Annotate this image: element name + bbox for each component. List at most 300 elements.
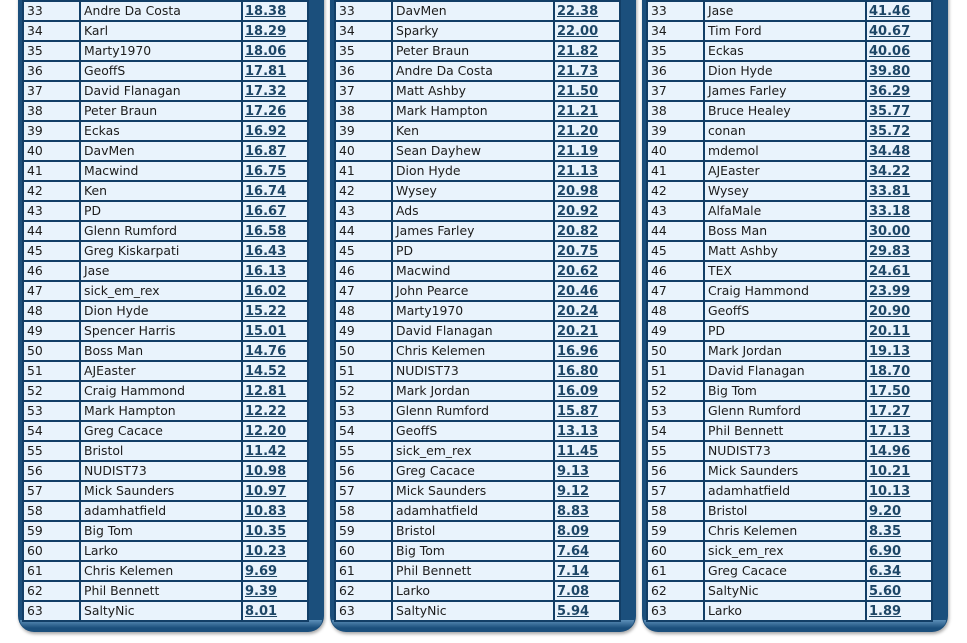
rank-cell: 45 — [23, 241, 80, 261]
table-row — [647, 201, 932, 221]
rank-cell: 54 — [23, 421, 80, 441]
rank-cell: 33 — [335, 1, 392, 21]
rank-cell: 36 — [335, 61, 392, 81]
rank-cell: 45 — [647, 241, 704, 261]
rank-cell: 53 — [335, 401, 392, 421]
table-row — [23, 521, 308, 541]
score-cell — [866, 61, 932, 81]
score-cell — [242, 601, 308, 621]
score-link[interactable]: 20.11 — [869, 323, 911, 339]
player-name-cell: Eckas — [704, 41, 866, 61]
score-link[interactable]: 24.61 — [869, 263, 911, 279]
table-row — [23, 581, 308, 601]
player-name-cell: NUDIST73 — [392, 361, 554, 381]
player-name-cell: GeoffS — [392, 421, 554, 441]
score-link[interactable]: 9.39 — [245, 583, 278, 599]
table-row — [23, 301, 308, 321]
score-link[interactable]: 6.34 — [869, 563, 902, 579]
score-link[interactable]: 22.38 — [557, 3, 599, 19]
table-row — [647, 121, 932, 141]
table-row — [647, 441, 932, 461]
rank-cell: 37 — [23, 81, 80, 101]
rank-cell: 37 — [647, 81, 704, 101]
player-name-cell: Greg Kiskarpati — [80, 241, 242, 261]
player-name-cell: Ads — [392, 201, 554, 221]
table-row — [335, 221, 620, 241]
player-name-cell: Sparky — [392, 21, 554, 41]
player-name-cell: Dion Hyde — [80, 301, 242, 321]
score-cell — [242, 241, 308, 261]
player-name-cell: Bristol — [80, 441, 242, 461]
rank-cell: 44 — [647, 221, 704, 241]
rank-cell: 33 — [647, 1, 704, 21]
score-cell — [242, 81, 308, 101]
score-cell — [242, 21, 308, 41]
score-link[interactable]: 20.90 — [869, 303, 911, 319]
rank-cell: 48 — [335, 301, 392, 321]
player-name-cell: Andre Da Costa — [80, 1, 242, 21]
score-link[interactable]: 21.50 — [557, 83, 599, 99]
score-cell — [242, 501, 308, 521]
player-name-cell: Eckas — [80, 121, 242, 141]
player-name-cell: Boss Man — [704, 221, 866, 241]
score-link[interactable]: 20.62 — [557, 263, 599, 279]
table-row — [335, 361, 620, 381]
player-name-cell: sick_em_rex — [704, 541, 866, 561]
player-name-cell: Marty1970 — [392, 301, 554, 321]
score-link[interactable]: 8.01 — [245, 603, 278, 619]
rank-cell: 59 — [335, 521, 392, 541]
leaderboard-table — [22, 0, 309, 622]
score-link[interactable]: 40.06 — [869, 43, 911, 59]
table-row — [647, 361, 932, 381]
score-link[interactable]: 20.21 — [557, 323, 599, 339]
score-link[interactable]: 18.06 — [245, 43, 287, 59]
table-row — [647, 561, 932, 581]
player-name-cell: Bristol — [704, 501, 866, 521]
player-name-cell: Chris Kelemen — [80, 561, 242, 581]
score-cell — [866, 581, 932, 601]
rank-cell: 55 — [647, 441, 704, 461]
score-cell — [242, 321, 308, 341]
score-link[interactable]: 8.83 — [557, 503, 590, 519]
score-link[interactable]: 8.09 — [557, 523, 590, 539]
table-row — [335, 21, 620, 41]
rank-cell: 47 — [647, 281, 704, 301]
player-name-cell: Ken — [80, 181, 242, 201]
table-row — [23, 161, 308, 181]
table-row — [647, 181, 932, 201]
score-link[interactable]: 6.90 — [869, 543, 902, 559]
player-name-cell: Ken — [392, 121, 554, 141]
score-link[interactable]: 20.75 — [557, 243, 599, 259]
player-name-cell: TEX — [704, 261, 866, 281]
rank-cell: 52 — [23, 381, 80, 401]
player-name-cell: AJEaster — [704, 161, 866, 181]
score-cell — [554, 161, 620, 181]
score-cell — [242, 201, 308, 221]
score-link[interactable]: 7.64 — [557, 543, 590, 559]
score-cell — [866, 481, 932, 501]
score-link[interactable]: 16.96 — [557, 343, 599, 359]
rank-cell: 60 — [335, 541, 392, 561]
rank-cell: 38 — [647, 101, 704, 121]
score-link[interactable]: 21.82 — [557, 43, 599, 59]
score-link[interactable]: 21.20 — [557, 123, 599, 139]
player-name-cell: Matt Ashby — [392, 81, 554, 101]
table-row — [647, 241, 932, 261]
score-cell — [554, 281, 620, 301]
score-cell — [866, 501, 932, 521]
table-row — [335, 341, 620, 361]
rank-cell: 58 — [23, 501, 80, 521]
score-cell — [554, 141, 620, 161]
rank-cell: 62 — [647, 581, 704, 601]
player-name-cell: SaltyNic — [80, 601, 242, 621]
score-cell — [242, 421, 308, 441]
score-cell — [242, 1, 308, 21]
table-row — [335, 301, 620, 321]
score-link[interactable]: 41.46 — [869, 3, 911, 19]
table-row — [23, 381, 308, 401]
score-link[interactable]: 21.19 — [557, 143, 599, 159]
score-link[interactable]: 16.74 — [245, 183, 287, 199]
score-cell — [554, 61, 620, 81]
player-name-cell: PD — [392, 241, 554, 261]
rank-cell: 53 — [23, 401, 80, 421]
rank-cell: 63 — [335, 601, 392, 621]
table-row — [335, 101, 620, 121]
score-link[interactable]: 16.58 — [245, 223, 287, 239]
rank-cell: 40 — [335, 141, 392, 161]
score-cell — [242, 361, 308, 381]
score-link[interactable]: 34.48 — [869, 143, 911, 159]
score-cell — [242, 281, 308, 301]
score-cell — [554, 321, 620, 341]
table-row — [335, 161, 620, 181]
score-cell — [554, 1, 620, 21]
score-cell — [554, 361, 620, 381]
rank-cell: 57 — [647, 481, 704, 501]
player-name-cell: adamhatfield — [80, 501, 242, 521]
score-link[interactable]: 16.43 — [245, 243, 287, 259]
rank-cell: 52 — [647, 381, 704, 401]
score-cell — [554, 501, 620, 521]
player-name-cell: Mick Saunders — [704, 461, 866, 481]
score-link[interactable]: 16.92 — [245, 123, 287, 139]
rank-cell: 56 — [335, 461, 392, 481]
table-row — [647, 321, 932, 341]
score-link[interactable]: 19.13 — [869, 343, 911, 359]
player-name-cell: Greg Cacace — [80, 421, 242, 441]
score-link[interactable]: 7.08 — [557, 583, 590, 599]
score-link[interactable]: 16.02 — [245, 283, 287, 299]
rank-cell: 56 — [23, 461, 80, 481]
score-link[interactable]: 17.32 — [245, 83, 287, 99]
rank-cell: 42 — [647, 181, 704, 201]
rank-cell: 47 — [23, 281, 80, 301]
score-link[interactable]: 22.00 — [557, 23, 599, 39]
score-link[interactable]: 12.22 — [245, 403, 287, 419]
score-cell — [242, 441, 308, 461]
player-name-cell: Big Tom — [392, 541, 554, 561]
score-link[interactable]: 21.13 — [557, 163, 599, 179]
score-link[interactable]: 5.60 — [869, 583, 902, 599]
table-row — [335, 201, 620, 221]
score-cell — [866, 41, 932, 61]
rank-cell: 51 — [335, 361, 392, 381]
score-link[interactable]: 20.24 — [557, 303, 599, 319]
table-row — [23, 201, 308, 221]
score-cell — [242, 261, 308, 281]
player-name-cell: mdemol — [704, 141, 866, 161]
score-link[interactable]: 15.87 — [557, 403, 599, 419]
score-link[interactable]: 7.14 — [557, 563, 590, 579]
rank-cell: 60 — [647, 541, 704, 561]
table-row — [23, 81, 308, 101]
table-row — [335, 561, 620, 581]
leaderboard-panel-2 — [330, 0, 636, 632]
score-link[interactable]: 10.97 — [245, 483, 287, 499]
score-link[interactable]: 20.98 — [557, 183, 599, 199]
score-link[interactable]: 12.20 — [245, 423, 287, 439]
rank-cell: 43 — [335, 201, 392, 221]
rank-cell: 50 — [23, 341, 80, 361]
player-name-cell: SaltyNic — [392, 601, 554, 621]
table-row — [335, 1, 620, 21]
player-name-cell: DavMen — [80, 141, 242, 161]
score-cell — [554, 201, 620, 221]
score-link[interactable]: 10.83 — [245, 503, 287, 519]
player-name-cell: Peter Braun — [392, 41, 554, 61]
score-cell — [554, 521, 620, 541]
score-link[interactable]: 18.70 — [869, 363, 911, 379]
score-link[interactable]: 16.09 — [557, 383, 599, 399]
score-link[interactable]: 11.45 — [557, 443, 599, 459]
rank-cell: 41 — [23, 161, 80, 181]
score-cell — [554, 381, 620, 401]
score-link[interactable]: 16.67 — [245, 203, 287, 219]
score-link[interactable]: 20.92 — [557, 203, 599, 219]
rank-cell: 47 — [335, 281, 392, 301]
rank-cell: 54 — [335, 421, 392, 441]
score-cell — [866, 141, 932, 161]
player-name-cell: conan — [704, 121, 866, 141]
score-link[interactable]: 10.21 — [869, 463, 911, 479]
rank-cell: 39 — [335, 121, 392, 141]
rank-cell: 46 — [23, 261, 80, 281]
score-link[interactable]: 11.42 — [245, 443, 287, 459]
player-name-cell: Phil Bennett — [80, 581, 242, 601]
rank-cell: 55 — [335, 441, 392, 461]
score-link[interactable]: 8.35 — [869, 523, 902, 539]
score-cell — [242, 381, 308, 401]
player-name-cell: PD — [80, 201, 242, 221]
score-link[interactable]: 35.72 — [869, 123, 911, 139]
player-name-cell: Mick Saunders — [392, 481, 554, 501]
score-link[interactable]: 9.13 — [557, 463, 590, 479]
rank-cell: 49 — [23, 321, 80, 341]
player-name-cell: Larko — [80, 541, 242, 561]
player-name-cell: Phil Bennett — [392, 561, 554, 581]
score-cell — [554, 461, 620, 481]
score-cell — [866, 321, 932, 341]
score-link[interactable]: 35.77 — [869, 103, 911, 119]
rank-cell: 58 — [335, 501, 392, 521]
rank-cell: 61 — [647, 561, 704, 581]
table-row — [335, 81, 620, 101]
leaderboard-table — [334, 0, 621, 622]
player-name-cell: Glenn Rumford — [392, 401, 554, 421]
table-row — [647, 61, 932, 81]
table-row — [23, 541, 308, 561]
score-link[interactable]: 40.67 — [869, 23, 911, 39]
score-link[interactable]: 33.81 — [869, 183, 911, 199]
rank-cell: 35 — [23, 41, 80, 61]
score-cell — [866, 121, 932, 141]
player-name-cell: Larko — [704, 601, 866, 621]
player-name-cell: David Flanagan — [392, 321, 554, 341]
player-name-cell: John Pearce — [392, 281, 554, 301]
score-link[interactable]: 1.89 — [869, 603, 902, 619]
rank-cell: 39 — [23, 121, 80, 141]
table-row — [335, 321, 620, 341]
score-link[interactable]: 9.12 — [557, 483, 590, 499]
table-row — [647, 301, 932, 321]
player-name-cell: Jase — [704, 1, 866, 21]
score-link[interactable]: 10.35 — [245, 523, 287, 539]
player-name-cell: Greg Cacace — [704, 561, 866, 581]
rank-cell: 62 — [23, 581, 80, 601]
score-link[interactable]: 10.23 — [245, 543, 287, 559]
player-name-cell: Mark Jordan — [704, 341, 866, 361]
rank-cell: 52 — [335, 381, 392, 401]
rank-cell: 34 — [647, 21, 704, 41]
score-link[interactable]: 20.82 — [557, 223, 599, 239]
table-row — [23, 561, 308, 581]
table-row — [23, 341, 308, 361]
table-row — [647, 501, 932, 521]
score-link[interactable]: 14.52 — [245, 363, 287, 379]
player-name-cell: Marty1970 — [80, 41, 242, 61]
score-link[interactable]: 17.27 — [869, 403, 911, 419]
table-row — [335, 281, 620, 301]
rank-cell: 55 — [23, 441, 80, 461]
table-row — [23, 421, 308, 441]
player-name-cell: Mark Hampton — [80, 401, 242, 421]
score-link[interactable]: 9.20 — [869, 503, 902, 519]
score-link[interactable]: 17.50 — [869, 383, 911, 399]
leaderboard-panel-1 — [18, 0, 324, 632]
table-row — [23, 181, 308, 201]
table-row — [23, 21, 308, 41]
score-link[interactable]: 9.69 — [245, 563, 278, 579]
score-link[interactable]: 15.01 — [245, 323, 287, 339]
table-row — [335, 241, 620, 261]
score-link[interactable]: 16.13 — [245, 263, 287, 279]
rank-cell: 61 — [335, 561, 392, 581]
score-link[interactable]: 21.21 — [557, 103, 599, 119]
score-link[interactable]: 16.75 — [245, 163, 287, 179]
score-cell — [866, 561, 932, 581]
score-link[interactable]: 39.80 — [869, 63, 911, 79]
table-row — [23, 321, 308, 341]
player-name-cell: Dion Hyde — [392, 161, 554, 181]
score-link[interactable]: 33.18 — [869, 203, 911, 219]
player-name-cell: Mark Jordan — [392, 381, 554, 401]
score-link[interactable]: 16.80 — [557, 363, 599, 379]
rank-cell: 44 — [23, 221, 80, 241]
score-link[interactable]: 23.99 — [869, 283, 911, 299]
table-row — [23, 241, 308, 261]
score-cell — [866, 261, 932, 281]
table-row — [647, 401, 932, 421]
score-link[interactable]: 5.94 — [557, 603, 590, 619]
table-row — [23, 481, 308, 501]
rank-cell: 50 — [647, 341, 704, 361]
score-link[interactable]: 34.22 — [869, 163, 911, 179]
score-link[interactable]: 18.29 — [245, 23, 287, 39]
rank-cell: 58 — [647, 501, 704, 521]
table-row — [647, 581, 932, 601]
rank-cell: 38 — [23, 101, 80, 121]
score-link[interactable]: 12.81 — [245, 383, 287, 399]
table-row — [647, 281, 932, 301]
score-link[interactable]: 10.98 — [245, 463, 287, 479]
table-row — [647, 601, 932, 621]
score-cell — [866, 101, 932, 121]
rank-cell: 57 — [335, 481, 392, 501]
player-name-cell: NUDIST73 — [80, 461, 242, 481]
rank-cell: 44 — [335, 221, 392, 241]
score-link[interactable]: 21.73 — [557, 63, 599, 79]
table-row — [335, 401, 620, 421]
rank-cell: 48 — [647, 301, 704, 321]
score-cell — [554, 121, 620, 141]
score-link[interactable]: 20.46 — [557, 283, 599, 299]
score-cell — [242, 541, 308, 561]
score-link[interactable]: 15.22 — [245, 303, 287, 319]
score-cell — [554, 441, 620, 461]
score-link[interactable]: 14.76 — [245, 343, 287, 359]
table-row — [23, 41, 308, 61]
score-cell — [554, 341, 620, 361]
score-link[interactable]: 10.13 — [869, 483, 911, 499]
score-link[interactable]: 17.26 — [245, 103, 287, 119]
score-link[interactable]: 29.83 — [869, 243, 911, 259]
player-name-cell: Craig Hammond — [80, 381, 242, 401]
rank-cell: 57 — [23, 481, 80, 501]
player-name-cell: Bristol — [392, 521, 554, 541]
score-link[interactable]: 17.13 — [869, 423, 911, 439]
table-row — [23, 221, 308, 241]
score-link[interactable]: 18.38 — [245, 3, 287, 19]
table-row — [23, 101, 308, 121]
table-row — [335, 441, 620, 461]
rank-cell: 34 — [23, 21, 80, 41]
score-link[interactable]: 30.00 — [869, 223, 911, 239]
table-row — [647, 221, 932, 241]
leaderboard-table — [646, 0, 933, 622]
table-row — [23, 61, 308, 81]
player-name-cell: sick_em_rex — [392, 441, 554, 461]
score-link[interactable]: 17.81 — [245, 63, 287, 79]
score-link[interactable]: 36.29 — [869, 83, 911, 99]
score-link[interactable]: 13.13 — [557, 423, 599, 439]
rank-cell: 35 — [335, 41, 392, 61]
score-link[interactable]: 16.87 — [245, 143, 287, 159]
score-link[interactable]: 14.96 — [869, 443, 911, 459]
